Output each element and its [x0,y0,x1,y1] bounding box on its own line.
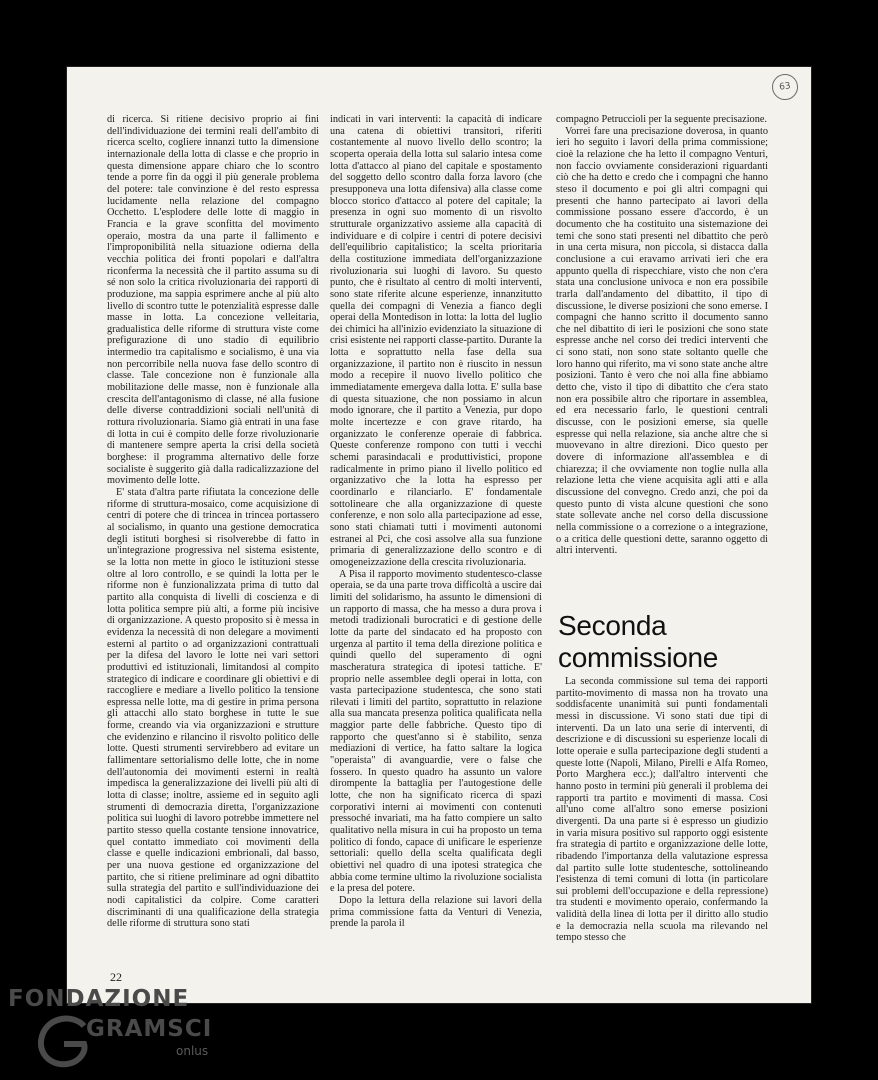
fondazione-gramsci-logo [8,986,248,1076]
page-number: 22 [110,970,122,984]
paragraph: di ricerca. Si ritiene decisivo proprio ai fini dell'individuazione dei termini reali dell'ambito di ricerca scelto, cogliere innanzi tutto la dimensione internazionale della lotta di classe e che proprio in questa dimensione appare chiaro che lo scontro tende a porre fin da oggi il più generale problema del potere: tale convinzione è del resto espressa lucidamente nella relazione del compagno Occhetto. L'esplodere delle lotte di maggio in Francia e la grave sconfitta del movimento operaio, mostra da una parte il fallimento e l'improponibilità nella situazione odierna della vecchia politica dei fronti popolari e dall'altra riconferma la necessità che il partito assuma su di sé non solo la critica rivoluzionaria dei rapporti di produzione, ma sappia esprimere anche al più alto livello di scontro tutte le potenzialità espresse dalle masse in lotta. La concezione velleitaria, gradualistica delle riforme di struttura viste come prefigurazione di uno stadio di equilibrio intermedio tra capitalismo e socialismo, è una via non percorribile nella nuova fase dello scontro di classe. Tale concezione non è funzionale alla mobilitazione delle masse, non è funzionale alla crescita dell'antagonismo di classe, né alla fusione delle diverse contraddizioni sociali nell'unità di rottura rivoluzionaria. Siamo già entrati in una fase di lotta in cui è compito delle forze rivoluzionarie di mantenere sempre aperta la crisi della società borghese: il programma alternativo delle forze socialiste è suggerito già dalla radicalizzazione del movimento delle lotte. [107,114,319,487]
text-column-3-lower [556,676,768,944]
paragraph: A Pisa il rapporto movimento studentesco-classe operaia, se da una parte trova difficoltà a uscire dai limiti del solidarismo, ha assunto le dimensioni di un rapporto di massa, che ha messo a dura prova i metodi tradizionali burocratici e di gestione delle lotte da parte del sindacato ed ha proposto con urgenza al partito il tema della direzione politica e quindi quello del superamento di ogni mascheratura strategica di ipotesi tattiche. E' proprio nelle assemblee degli operai in lotta, con vasta partecipazione studentesca, che sono stati rilevati i limiti del partito, soprattutto in relazione alla sua mancata presenza politica qualificata nella maggior parte delle fabbriche. Questo tipo di rapporto che quest'anno si è stabilito, senza mediazioni di vertice, ha fatto saltare la logica "operaista" di avanguardie, vere o false che fossero. In questo quadro ha assunto un valore dirompente la battaglia per l'autogestione delle lotte, che non ha significato ricerca di spazi corporativi interni ai movimenti con contenuti pressoché invariati, ma ha fatto compiere un salto qualitativo nella misura in cui ha proposto un tema politico di fondo, capace di unificare le esperienze settoriali: quello della scelta qualificata degli obiettivi nel quadro di una ipotesi strategica che abbia come termine ultimo la rivoluzione socialista e la presa del potere. [330,568,542,895]
paragraph: Dopo la lettura della relazione sui lavori della prima commissione fatta da Venturi di Venezia, prende la parola il [330,894,542,930]
section-heading [558,610,768,674]
paragraph: Vorrei fare una precisazione doverosa, in quanto ieri ho seguito i lavori della prima commissione; cioè la relazione che ha letto il compagno Venturi, non faccio ovviamente considerazioni riguardanti ciò che ha detto e credo che i compagni che hanno steso il documento e poi gli altri compagni qui presenti che hanno partecipato ai lavori della commissione possano essere d'accordo, è un documento che ha costituito una sistemazione dei temi che sono stati presenti nel dibattito che però in una certa misura, non piccola, si distacca dalla conclusione a cui eravamo arrivati ieri che era appunto quella di rispecchiare, visto che non c'era stata una conclusione univoca e non era possibile trarla dall'andamento del dibattito, il tipo di discussione, le diverse posizioni che sono emerse. I compagni che hanno scritto il documento sanno che nel dibattito di ieri le posizioni che sono state espresse anche nel corso dei tredici interventi che ci sono stati, non sono state soltanto quelle che loro hanno qui riferito, ma vi sono state anche altre posizioni. Tanto è vero che noi alla fine abbiamo detto che, visto il tipo di dibattito che c'era stato non era possibile altro che riportare in assemblea, ed era necessario farlo, le questioni centrali discusse, con le posizioni emerse, sia quelle espresse qui nella relazione, sia anche altre che si muovevano in altre direzioni. Dico questo per dovere di informazione all'assemblea e di chiarezza; il che ovviamente non toglie nulla alla relazione letta che viene acquisita agli atti e alla discussione del convegno. Credo anzi, che poi da questo punto di vista alcune questioni che sono state sollevate anche nel corso della discussione nella commissione o a correzione o a integrazione, o a critica delle questioni dette, saranno oggetto di altri interventi. [556,125,768,557]
logo-swirl-icon [34,1012,92,1070]
text-column-1 [107,114,319,930]
paragraph: indicati in vari interventi: la capacità di indicare una catena di obiettivi transitori, riferiti costantemente al nuovo livello dello scontro; la scoperta operaia della lotta sul salario intesa come lotta d'attacco al piano del capitale e spostamento del soggetto dello scontro dalla forza lavoro (che presupponeva una lotta difensiva) alla classe come blocco storico d'attacco al potere del capitale; la presenza in ogni suo momento di un risvolto strutturale organizzativo assieme alla capacità di individuare e di colpire i centri di potere decisivi dell'equilibrio capitalistico; la scelta prioritaria della costituzione immediata dell'organizzazione rivoluzionaria sui luoghi di lavoro. Su questo punto, che è risultato al centro di molti interventi, sono state riferite alcune esperienze, innanzitutto quella dei compagni di Venezia a fianco degli operai della Montedison in lotta: la lotta del luglio dei chimici ha all'inizio evidenziato la situazione di crisi esistente nei rapporti classe-partito. Durante la lotta e soprattutto nella fase della sua organizzazione, il partito non è riuscito in nessun modo a recepire il nuovo livello politico che immediatamente emergeva dalla lotta. E' sulla base di questa situazione, che non possiamo in alcun modo ignorare, che il partito a Venezia, pur dopo molte incertezze e con grave ritardo, ha organizzato le conferenze operaie di fabbrica. Queste conferenze rompono con tutti i vecchi schemi parasindacali e produttivistici, propone radicalmente in primo piano il livello politico ed organizzativo che la lotta ha espresso per coordinarlo e rilanciarlo. E' fondamentale sottolineare che alla organizzazione di queste conferenze, e non solo alla partecipazione ad esse, sono stati chiamati tutti i movimenti autonomi estranei al Pci, che così assolve alla sua funzione primaria di generalizzazione dello scontro e di omogeneizzazione della crescita rivoluzionaria. [330,114,542,568]
magazine-page [66,66,812,1004]
logo-text-onlus: onlus [176,1044,209,1058]
logo-text-gramsci: GRAMSCI [86,1016,213,1042]
paragraph: La seconda commissione sul tema dei rapporti partito-movimento di massa non ha trovato una soddisfacente unanimità sui punti fondamentali messi in discussione. Vi sono stati due tipi di interventi. Da un lato una serie di interventi, di descrizione e di discussioni su esperienze locali di lotte operaie e sulla partecipazione degli studenti a queste lotte (Napoli, Milano, Pirelli e Alfa Romeo, Porto Marghera ecc.); dall'altro interventi che hanno posto in termini più generali il problema dei rapporti tra partito e movimenti di massa. Così all'uno come all'altro sono emerse posizioni divergenti. Da una parte si è espresso un giudizio in varia misura positivo sul rapporto oggi esistente fra strategia di partito e organizzazione delle lotte, ribadendo l'importanza della valutazione espressa dal partito sulle lotte studentesche, sottolineando l'esistenza di temi comuni di lotta (in particolare sui problemi dell'occupazione e della repressione) tra studenti e movimento operaio, confermando la validità della linea di lotta per il diritto allo studio e la democrazia nella scuola ma rilevando nel tempo stesso che [556,676,768,944]
heading-line: commissione [558,642,719,673]
heading-line: Seconda [558,610,667,641]
paragraph: compagno Petruccioli per la seguente precisazione. [556,114,768,125]
paragraph: E' stata d'altra parte rifiutata la concezione delle riforme di struttura-mosaico, come acquisizione di centri di potere che di trincea in trincea portassero al socialismo, in quanto una gestione democratica degli istituti borghesi si risolverebbe di fatto in un'integrazione progressiva nel sistema esistente, se la lotta non mette in gioco le istituzioni stesse oltre al loro controllo, e se quindi la lotta per le riforme non è funzionalizzata prima di tutto dal partito alla conquista di livelli di coscienza e di lotta politica sempre più alti, a forme più incisive di organizzazione. A questo proposito si è messa in evidenza la necessità di non delegare a movimenti esterni al partito o ad organizzazioni contrattuali per la difesa del lavoro le lotte nei vari settori produttivi ed istituzionali, limitandosi al compito strategico di indicare e coordinare gli obiettivi e di raccogliere e mediare a livello politico la tensione espressa nelle lotte, ma di gestire in prima persona gli attacchi allo stato borghese in tutte le sue forme, creando via via organizzazioni e strutture che evidenzino e rilancino il risvolto politico delle lotte. Questi strumenti servirebbero ad evitare un fallimentare settorialismo delle lotte, che in nome dell'autonomia dei movimenti esterni in realtà impedisca la generalizzazione dei livelli più alti di lotta di classe; inoltre, assieme ed in seguito agli strumenti di democrazia diretta, l'organizzazione politica sui luoghi di lavoro potrebbe immettere nel partito stesso quella costante tensione innovatrice, quel contatto immediato coi movimenti della classe e quelle indicazioni embrionali, dal basso, per una nuova gestione ed organizzazione del partito, che si ritiene preliminare ad ogni dibattito sulla strategia del partito e sull'individuazione dei nodi capitalistici da colpire. Come caratteri discriminanti di una qualificazione della strategia delle riforme di struttura sono stati [107,487,319,930]
text-column-3 [556,114,768,557]
logo-text-fondazione: FONDAZIONE [8,986,190,1012]
page-corner-mark: 63 [770,72,799,101]
text-column-2 [330,114,542,930]
